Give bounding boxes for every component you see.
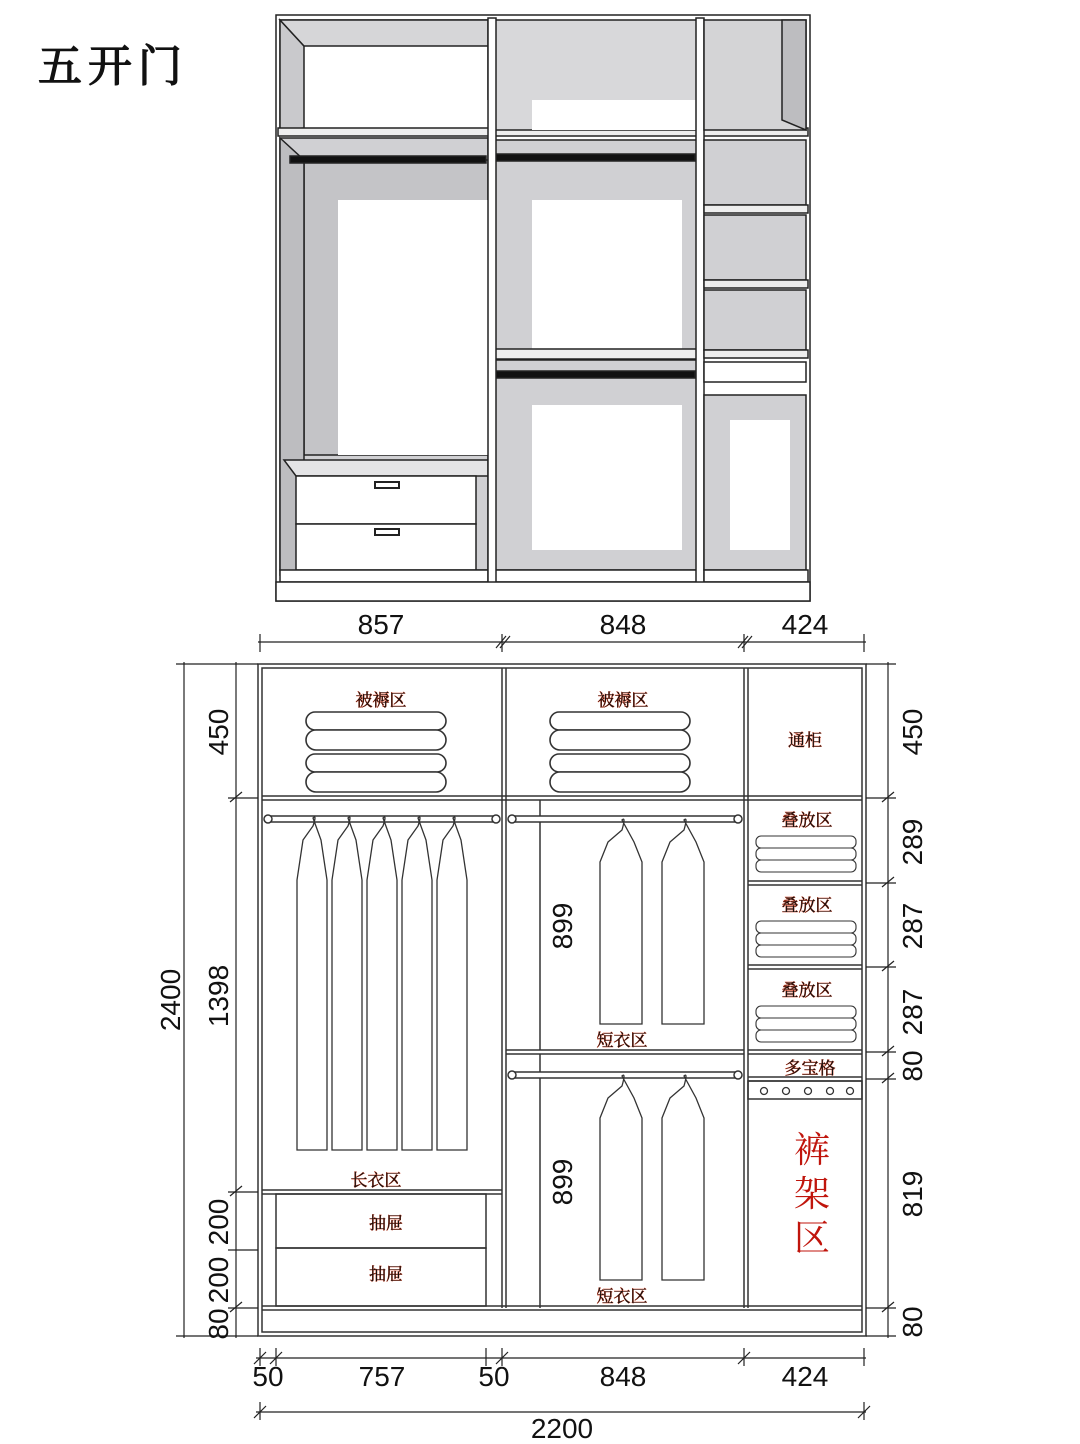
top-dimension-line <box>258 634 866 652</box>
label-through-cabinet: 通柜 <box>788 731 822 751</box>
folded-stacks <box>756 836 856 1042</box>
label-fold-1: 叠放区 <box>781 811 833 831</box>
dim-top-middle: 848 <box>599 609 647 640</box>
dim-bottom-c: 50 <box>478 1361 510 1392</box>
label-curio: 多宝格 <box>784 1059 836 1079</box>
label-pants-1: 裤 <box>793 1130 831 1171</box>
dim-bottom-e: 424 <box>781 1361 829 1392</box>
dim-right-s4: 80 <box>897 1050 928 1082</box>
dim-left-drawer2: 200 <box>203 1256 234 1304</box>
curio-knobs <box>761 1088 854 1095</box>
label-pants-2: 架 <box>793 1174 831 1215</box>
dim-right-top: 450 <box>897 708 928 756</box>
bottom-dimension-lines <box>254 1348 870 1420</box>
label-pants-3: 区 <box>793 1218 831 1259</box>
dim-top-left: 857 <box>357 609 405 640</box>
wardrobe-3d-view <box>276 15 810 601</box>
dim-left-top: 450 <box>203 708 234 756</box>
dim-mid-lower: 899 <box>547 1158 578 1206</box>
label-quilt-left: 被褥区 <box>355 691 407 711</box>
short-garments-lower <box>600 1075 704 1280</box>
right-dimension-lines <box>866 662 896 1338</box>
dim-left-base: 80 <box>203 1308 234 1340</box>
dim-right-s2: 287 <box>897 902 928 950</box>
dim-bottom-total: 2200 <box>530 1413 594 1444</box>
label-drawer-2: 抽屉 <box>369 1265 403 1285</box>
dim-right-pants: 819 <box>897 1170 928 1218</box>
dim-right-s3: 287 <box>897 988 928 1036</box>
quilt-stack-left <box>306 712 446 792</box>
label-long-clothes: 长衣区 <box>350 1171 402 1191</box>
dim-right-base: 80 <box>897 1306 928 1338</box>
dim-left-hang: 1398 <box>203 964 234 1028</box>
dim-top-right: 424 <box>781 609 829 640</box>
dim-left-total: 2400 <box>155 968 186 1032</box>
dim-left-drawer1: 200 <box>203 1198 234 1246</box>
quilt-stack-middle <box>550 712 690 792</box>
label-drawer-1: 抽屉 <box>369 1214 403 1234</box>
dim-bottom-a: 50 <box>252 1361 284 1392</box>
label-fold-2: 叠放区 <box>781 896 833 916</box>
dim-bottom-b: 757 <box>358 1361 406 1392</box>
long-garments <box>297 817 467 1150</box>
label-short-upper: 短衣区 <box>596 1031 648 1051</box>
short-garments-upper <box>600 819 704 1024</box>
label-fold-3: 叠放区 <box>781 981 833 1001</box>
label-short-lower: 短衣区 <box>596 1287 648 1307</box>
dim-bottom-d: 848 <box>599 1361 647 1392</box>
dim-mid-upper: 899 <box>547 902 578 950</box>
label-quilt-middle: 被褥区 <box>597 691 649 711</box>
page-title: 五开门 <box>38 41 188 92</box>
dim-right-s1: 289 <box>897 818 928 866</box>
